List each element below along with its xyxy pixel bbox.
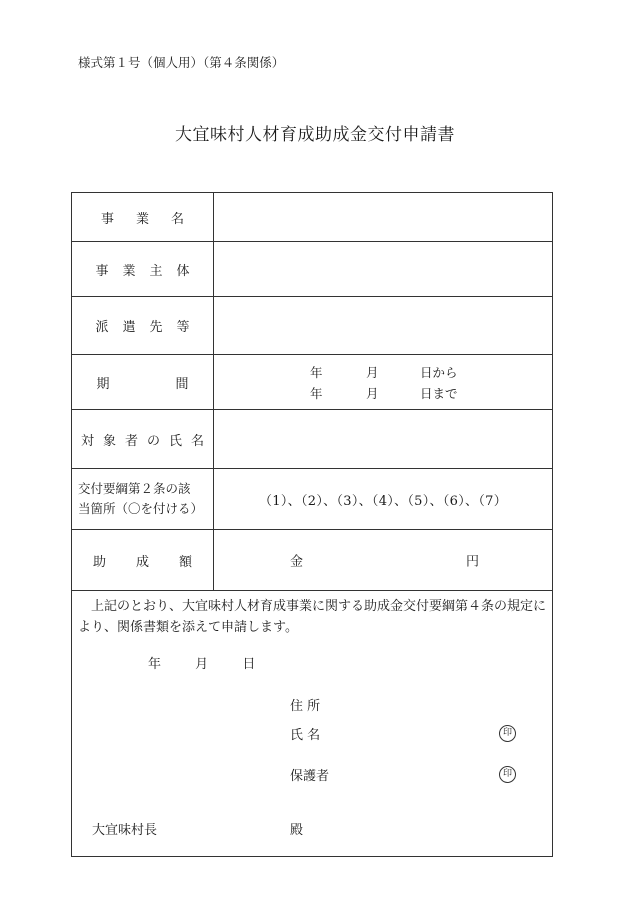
applicable-clause-label [72, 479, 203, 519]
label-cell [72, 297, 214, 354]
document-title: 大宜味村人材育成助成金交付申請書 [175, 125, 455, 145]
period-start-day: 日から [420, 365, 458, 380]
application-date[interactable] [148, 653, 285, 672]
period-grid [214, 355, 552, 409]
project-name-field[interactable] [214, 193, 552, 241]
period-end-year: 年 [310, 386, 323, 401]
row-destination [72, 297, 552, 355]
clause-options[interactable]: （1）、（2）、（3）、（4）、（5）、（6）、（7） [259, 493, 507, 509]
project-name-label: 事業名 [100, 211, 206, 227]
row-period [72, 355, 552, 410]
guardian-label: 保護者 [290, 769, 330, 784]
declaration-section [72, 591, 552, 857]
period-end-day: 日まで [420, 386, 458, 401]
row-project-name [72, 193, 552, 242]
label-cell [72, 242, 214, 296]
project-body-label: 事業主体 [95, 263, 204, 279]
period-start-year: 年 [310, 365, 323, 380]
amount-suffix: 円 [466, 554, 480, 570]
seal-icon: 印 [499, 766, 516, 783]
seal-icon: 印 [499, 725, 516, 742]
date-month: 月 [195, 657, 209, 672]
applicable-clause-label-line1: 交付要綱第２条の該 [78, 481, 191, 496]
form-number: 様式第１号（個人用）（第４条関係） [78, 55, 285, 70]
row-project-body [72, 242, 552, 297]
destination-label: 派遣先等 [95, 320, 204, 335]
amount-field[interactable] [214, 530, 552, 590]
label-cell [72, 530, 222, 590]
project-body-field[interactable] [214, 242, 552, 296]
applicable-clause-field[interactable] [214, 469, 552, 529]
destination-field[interactable] [214, 297, 552, 354]
applicable-clause-label-line2: 当箇所（〇を付ける） [78, 501, 204, 516]
row-applicable-clause [72, 469, 552, 530]
amount-wrap [214, 530, 552, 590]
name-label: 氏 名 [290, 728, 321, 743]
label-cell [72, 469, 214, 529]
address-label: 住 所 [290, 699, 321, 714]
period-field[interactable] [214, 355, 552, 409]
recipient-name-field[interactable] [214, 410, 552, 468]
application-form-table [71, 192, 553, 857]
period-label: 期間 [96, 376, 255, 392]
date-year: 年 [148, 657, 162, 672]
date-day: 日 [242, 657, 256, 672]
label-cell [72, 410, 214, 468]
recipient-name-label: 対象者の氏名 [80, 433, 213, 449]
declaration-text: 上記のとおり、大宜味村人材育成事業に関する助成金交付要綱第４条の規定により、関係書類を添えて申請します。 [78, 599, 547, 635]
addressee: 大宜味村長 [92, 823, 158, 838]
amount-prefix: 金 [290, 554, 304, 570]
honorific: 殿 [290, 823, 304, 838]
label-cell [72, 355, 255, 409]
row-recipient-name [72, 410, 552, 469]
period-end-month: 月 [366, 386, 379, 401]
label-cell [72, 193, 214, 241]
period-start-month: 月 [366, 365, 379, 380]
row-amount [72, 530, 552, 591]
amount-label: 助成額 [92, 554, 222, 570]
